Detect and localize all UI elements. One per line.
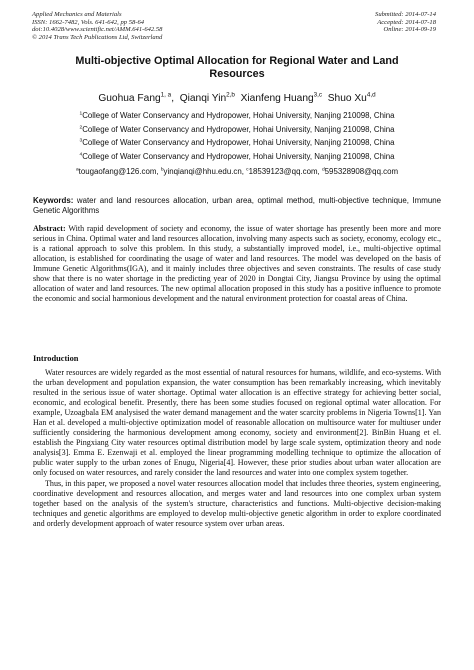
author-email[interactable]: yinqianqi@hhu.edu.cn, — [163, 167, 247, 177]
author-superscript: 4,d — [366, 91, 376, 99]
journal-doi: doi:10.4028/www.scientific.net/AMM.641-642.58 — [32, 26, 163, 34]
introduction-body — [33, 368, 441, 529]
online-date: Online: 2014-09-19 — [383, 26, 436, 34]
author-email[interactable]: tougaofang@126.com, — [78, 167, 161, 177]
keywords-section — [33, 196, 441, 217]
submission-dates — [375, 11, 436, 34]
author-superscript: 2,b — [226, 91, 235, 99]
title-line-1: Multi-objective Optimal Allocation for Regional Water and Land — [75, 55, 399, 67]
abstract-label: Abstract: — [33, 224, 66, 233]
affiliation-superscript: 1 — [79, 111, 83, 117]
affiliation-text: College of Water Conservancy and Hydropower, Hohai University, Nanjing 210098, China — [82, 138, 395, 148]
title-line-2: Resources — [209, 68, 265, 80]
journal-copyright: © 2014 Trans Tech Publications Ltd, Switzerland — [32, 33, 163, 41]
author-list: Guohua Fang$^{1, a}$, Qianqi Yin$^{2,b}$ Xianfeng Huang$^{3,c}$ Shuo Xu$^{4,d}$ — [98, 91, 376, 104]
author-superscript: 1, a — [160, 91, 172, 99]
affiliation-superscript: 3 — [79, 138, 83, 144]
body-paragraph: Thus, in this paper, we proposed a novel water resources allocation model that includes three theories, system engineering, coordinative development and resources allocation, and merges water and land resources into one complex urban system together based on the analysis of the system's structure, characteristics and functions. Multi-objective decision-making techniques and genetic algorithms are employed to develop multi-objective genetic algorithm in order to explore coordinated and orderly development approach of water resource system over urban areas. — [33, 478, 441, 528]
keywords-label: Keywords: — [33, 196, 74, 205]
affiliation-text: College of Water Conservancy and Hydropower, Hohai University, Nanjing 210098, China — [82, 124, 395, 134]
affiliation-line — [20, 109, 454, 123]
abstract-text: With rapid development of society and economy, the issue of water shortage has presently been more and more serious in China. Optimal water and land resources allocation, involving many aspects such as society, economy, ecology etc., is a rational approach to solve this problem. In this study, a substantially improved model, i.e., multi-objective optimal allocation, is established for coordinating the usage of water and land resources. The model was developed on the basis of Immune Genetic Algorithms(IGA), and it mainly includes three objectives and seven constraints. The results of case study show that there is no water shortage in the predicting year of 2020 in Dongtai City, Jiangsu Province by using the optimal allocation of water and land resources. The new optimal allocation proposed in this study has a positive influence to promote the economic and social harmonious development and the natural environment protection for coastal areas of China. — [33, 224, 441, 304]
author-name: Xianfeng Huang — [240, 93, 314, 104]
accepted-date: Accepted: 2014-07-18 — [377, 18, 436, 26]
author-name: Shuo Xu — [327, 93, 367, 104]
keywords-text: water and land resources allocation, urban area, optimal method, multi-objective technique, Immune Genetic Algorithms — [33, 196, 441, 216]
email-superscript: c — [246, 167, 249, 173]
email-superscript: d — [321, 167, 325, 173]
affiliation-line — [20, 150, 454, 164]
affiliation-line — [20, 136, 454, 150]
affiliation-text: College of Water Conservancy and Hydropower, Hohai University, Nanjing 210098, China — [82, 151, 395, 161]
author-email[interactable]: 595328908@qq.com — [324, 167, 399, 177]
affiliation-text: College of Water Conservancy and Hydropower, Hohai University, Nanjing 210098, China — [82, 111, 395, 120]
paper-title — [40, 55, 434, 81]
author-name: Qianqi Yin — [179, 93, 227, 104]
section-heading: Introduction — [33, 354, 79, 363]
affiliation-superscript: 4 — [79, 152, 83, 158]
affiliation-line — [20, 123, 454, 137]
submitted-date: Submitted: 2014-07-14 — [375, 11, 436, 18]
affiliation-superscript: 2 — [79, 124, 83, 130]
author-email[interactable]: 18539123@qq.com, — [248, 167, 322, 177]
journal-name: Applied Mechanics and Materials — [32, 11, 122, 18]
author-name: Guohua Fang — [98, 93, 161, 104]
journal-issn: ISSN: 1662-7482, Vols. 641-642, pp 58-64 — [32, 18, 145, 26]
author-superscript: 3,c — [313, 91, 323, 99]
email-superscript: b — [160, 167, 164, 173]
affiliations — [20, 109, 454, 179]
journal-info — [32, 11, 162, 41]
email-superscript: a — [75, 167, 79, 173]
abstract-section — [33, 224, 441, 304]
email-line — [20, 165, 454, 179]
body-paragraph: Water resources are widely regarded as the most essential of natural resources for humans, wildlife, and eco-systems. With the urban development and population expansion, the water consumption has been remarkably increasing, which inevitably resulted in the serious issue of water shortage. Optimal water allocation is an effective strategy for achieving better social, economic, and ecological benefit. Presently, there has been some studies focused on regional optimal water allocation. For example, Uzoagbala EM analysised the water demand management and the water scarcity problems in Nigeria Towns[1]. Yan Han et al. developed a multi-objective optimization model of reasonable allocation on multisource water for multiuser under sufficiently considering the harmonious development among economy, society and environment[2]. BinBin Huang et el. establish the Pingxiang City water resources optimal distribution model by large scale system, optimization theory and node analysis[3]. Emma E. Ezenwaji et al. employed the linear programming modelling technique to optimize the allocation of public water supply to the urban zones of Enugu, Nigeria[4]. However, these prior studies about urban water allocation are only focused on water resources, and rarely consider the land resources and water into one complex system together. — [33, 368, 441, 478]
